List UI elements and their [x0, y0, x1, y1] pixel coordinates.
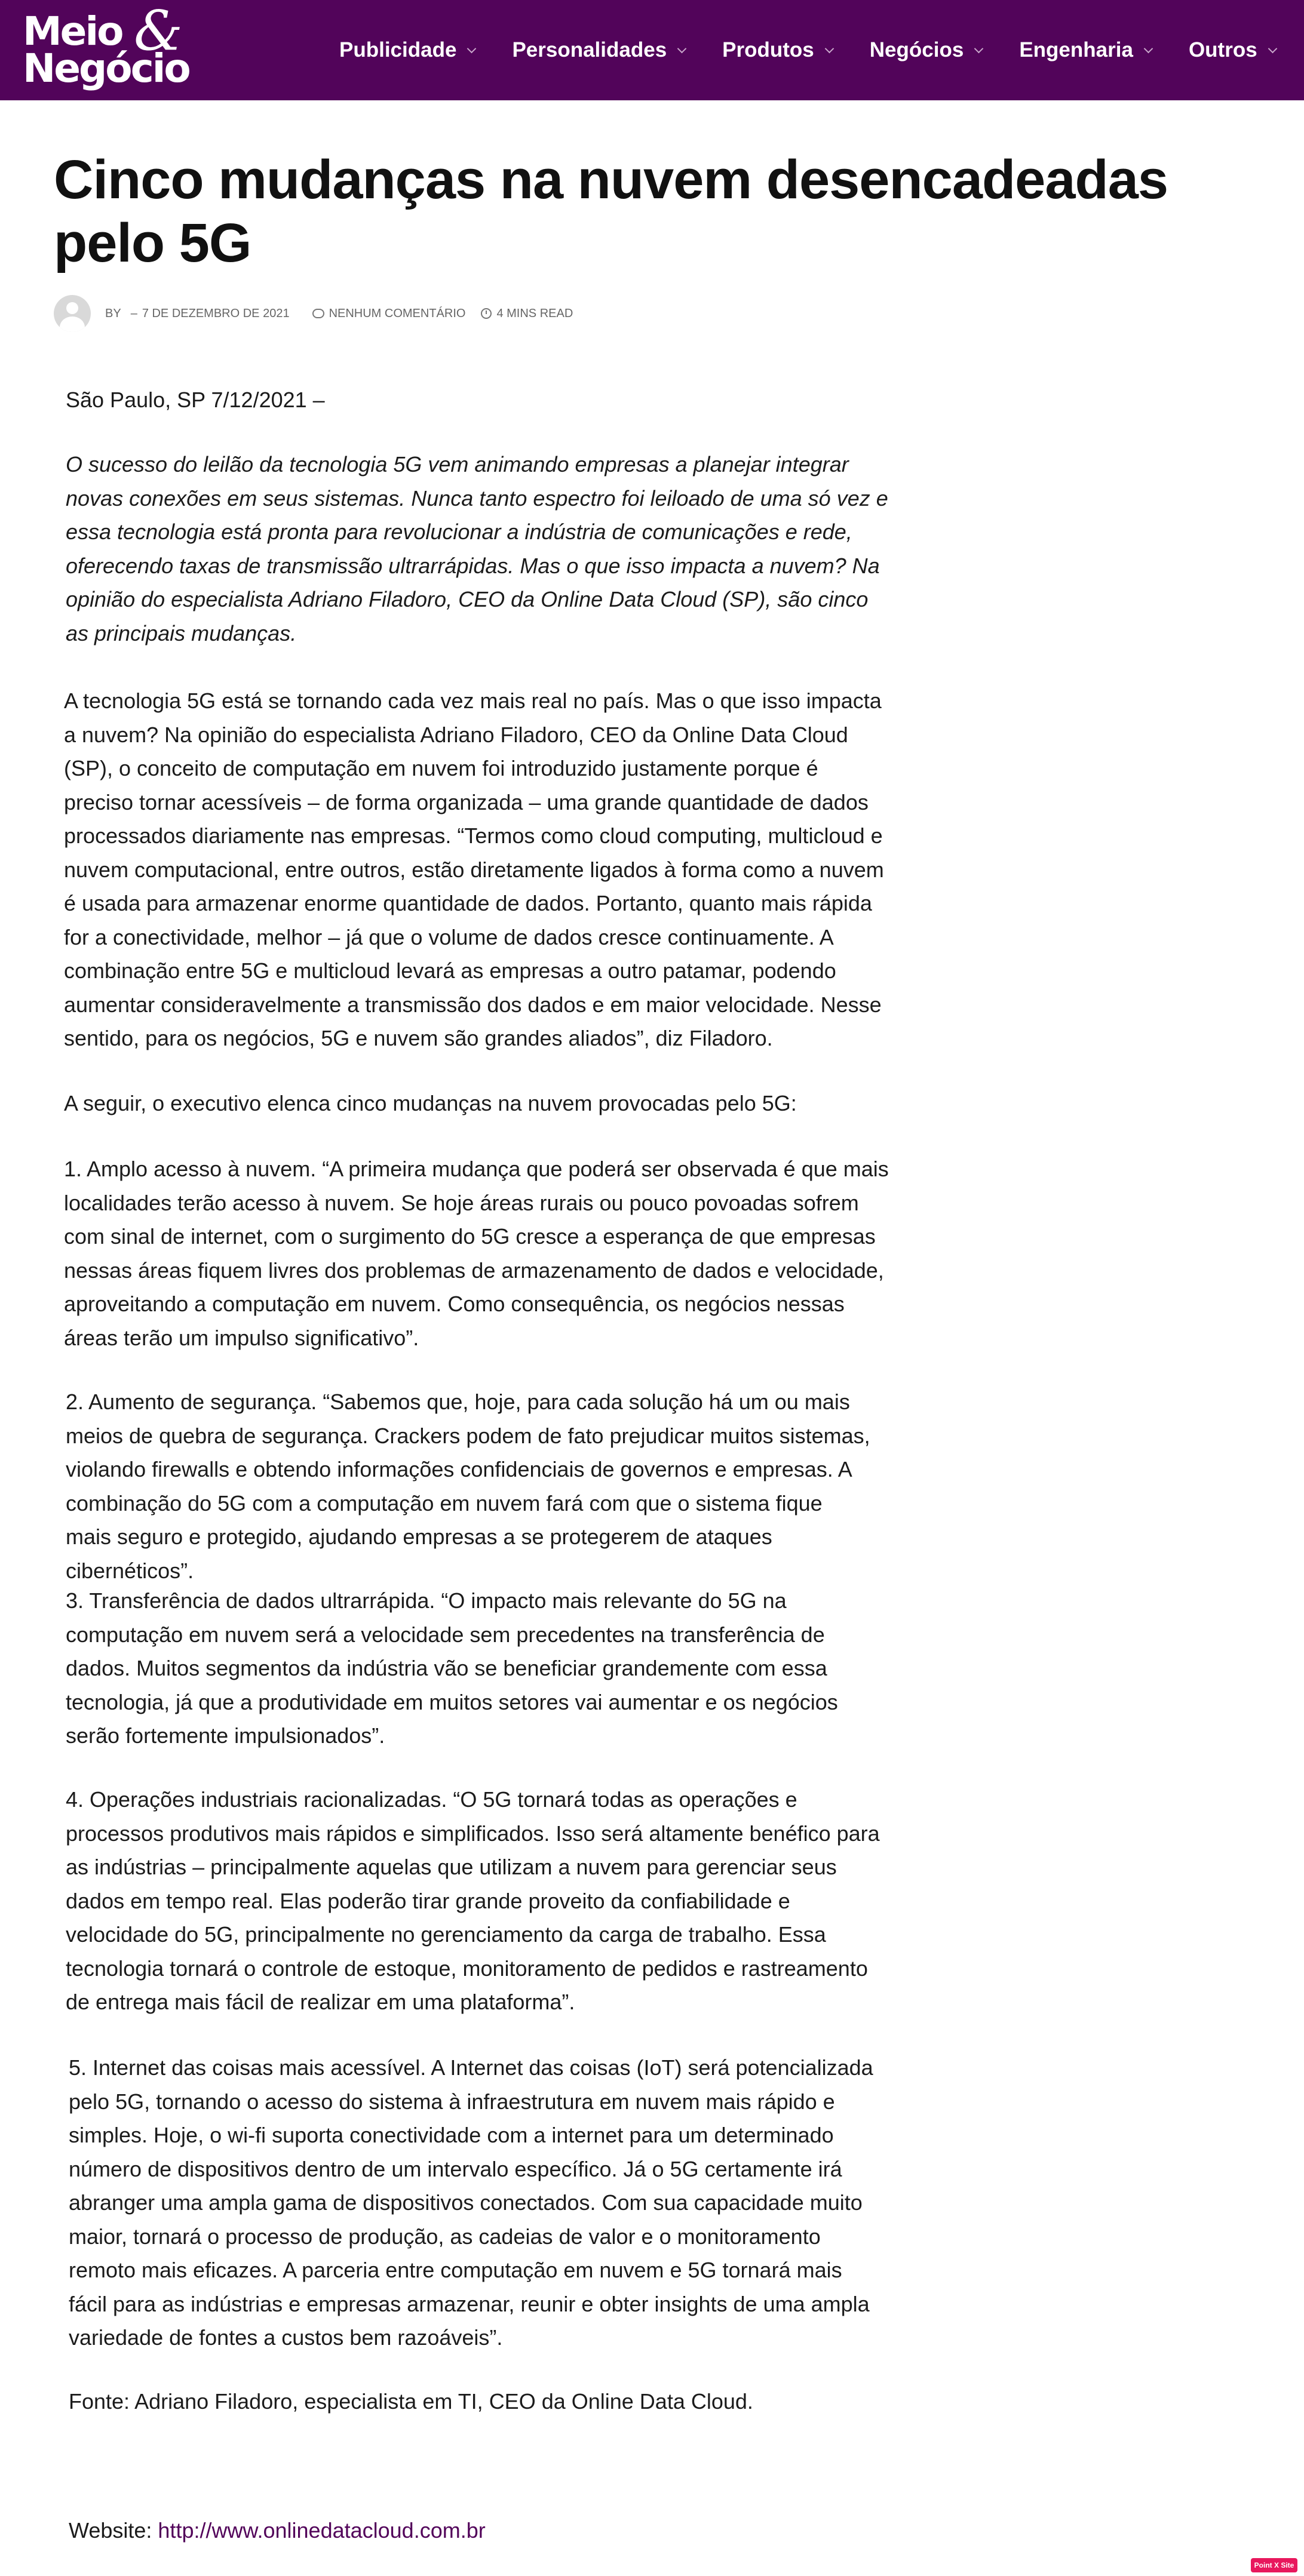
comments-link[interactable]: NENHUM COMENTÁRIO	[329, 306, 466, 320]
publish-date[interactable]: 7 DE DEZEMBRO DE 2021	[142, 306, 290, 320]
nav-item-outros[interactable]	[1189, 38, 1276, 62]
list-item-1: 1. Amplo acesso à nuvem. “A primeira mudança que poderá ser observada é que mais localidades terão acesso à nuvem. Se hoje áreas rurais ou pouco povoadas sofrem com sinal de internet, com o surgimento do 5G cresce a esperança de que empresas nessas áreas fiquem livres dos problemas de armazenamento de dados e velocidade, aproveitando a computação em nuvem. Como consequência, os negócios nessas áreas terão um impulso significativo”.	[64, 1157, 889, 1350]
website-label: Website:	[69, 2518, 152, 2543]
paragraph-intro: A tecnologia 5G está se tornando cada vez mais real no país. Mas o que isso impacta a nuvem? Na opinião do especialista Adriano Filadoro, CEO da Online Data Cloud (SP), o conceito de computação em nuvem foi introduzido justamente porque é preciso tornar acessíveis – de forma organizada – uma grande quantidade de dados processados diariamente nas empresas. “Termos como cloud computing, multicloud e nuvem computacional, entre outros, estão diretamente ligados à forma como a nuvem é usada para armazenar enorme quantidade de dados. Portanto, quanto mais rápida for a conectividade, melhor – já que o volume de dados cresce continuamente. A combinação entre 5G e multicloud levará as empresas a outro patamar, podendo aumentar consideravelmente a transmissão dos dados e em maior velocidade. Nesse sentido, para os negócios, 5G e nuvem são grandes aliados”, diz Filadoro.	[64, 688, 884, 1050]
clock-icon	[481, 308, 492, 319]
nav-item-engenharia[interactable]	[1019, 38, 1152, 62]
chevron-down-icon	[1268, 44, 1277, 53]
logo-text-top: Meio	[23, 8, 122, 54]
article-lead: O sucesso do leilão da tecnologia 5G vem animando empresas a planejar integrar novas conexões em seus sistemas. Nunca tanto espectro foi leiloado de uma só vez e essa tecnologia está pronta para revolucionar a indústria de comunicações e rede, oferecendo taxas de transmissão ultrarrápidas. Mas o que isso impacta a nuvem? Na opinião do especialista Adriano Filadoro, CEO da Online Data Cloud (SP), são cinco as principais mudanças.	[66, 452, 888, 645]
comment-icon	[312, 309, 324, 318]
article-title: Cinco mudanças na nuvem desencadeadas pelo 5G	[54, 149, 1168, 273]
nav-item-produtos[interactable]	[722, 38, 833, 62]
site-badge[interactable]: Point X Site	[1251, 2558, 1297, 2572]
list-item-4: 4. Operações industriais racionalizadas. “O 5G tornará todas as operações e processos produtivos mais rápidos e simplificados. Isso será altamente benéfico para as indústrias – principalmente aquelas que utilizam a nuvem para gerenciar seus dados em tempo real. Elas poderão tirar grande proveito da confiabilidade e velocidade do 5G, principalmente no gerenciamento da carga de trabalho. Essa tecnologia tornará o controle de estoque, monitoramento de pedidos e rastreamento de entrega mais fácil de realizar em uma plataforma”.	[66, 1787, 880, 2014]
chevron-down-icon	[974, 44, 984, 53]
nav-item-label: Negócios	[869, 38, 964, 62]
author-avatar[interactable]	[54, 295, 91, 332]
list-item-2: 2. Aumento de segurança. “Sabemos que, hoje, para cada solução há um ou mais meios de quebra de segurança. Crackers podem de fato prejudicar muitos sistemas, violando firewalls e obtendo informações confidenciais de governos e empresas. A combinação do 5G com a computação em nuvem fará com que o sistema fique mais seguro e protegido, ajudando empresas a se protegerem de ataques cibernéticos”.	[66, 1390, 870, 1583]
nav-item-publicidade[interactable]	[339, 38, 475, 62]
chevron-down-icon	[467, 44, 477, 53]
site-header	[0, 0, 1304, 100]
list-item-3: 3. Transferência de dados ultrarrápida. “O impacto mais relevante do 5G na computação em nuvem será a velocidade sem precedentes na transferência de dados. Muitos segmentos da indústria vão se beneficiar grandemente com essa tecnologia, já que a produtividade em muitos setores vai aumentar e os negócios serão fortemente impulsionados”.	[66, 1588, 838, 1748]
source-line: Fonte: Adriano Filadoro, especialista em TI, CEO da Online Data Cloud.	[69, 2389, 753, 2414]
site-logo[interactable]	[23, 0, 189, 92]
avatar-shoulders-shape	[60, 316, 85, 332]
logo-ampersand: &	[134, 0, 181, 63]
meta-separator: –	[130, 306, 137, 320]
author-by-label: BY	[105, 306, 121, 320]
website-line	[69, 2514, 905, 2548]
chevron-down-icon	[677, 44, 687, 53]
read-time: 4 MINS READ	[496, 306, 573, 320]
nav-item-label: Produtos	[722, 38, 814, 62]
website-link[interactable]: http://www.onlinedatacloud.com.br	[158, 2518, 486, 2543]
nav-item-personalidades[interactable]	[512, 38, 685, 62]
dateline: São Paulo, SP 7/12/2021 –	[66, 388, 325, 412]
nav-item-label: Outros	[1188, 38, 1257, 62]
logo-text-bottom: Negócio	[23, 45, 189, 91]
nav-item-negocios[interactable]	[870, 38, 983, 62]
chevron-down-icon	[825, 44, 834, 53]
main-nav	[339, 0, 1304, 100]
nav-item-label: Personalidades	[512, 38, 667, 62]
nav-item-label: Engenharia	[1019, 38, 1133, 62]
nav-item-label: Publicidade	[339, 38, 457, 62]
article-meta	[54, 294, 573, 333]
paragraph-list-intro: A seguir, o executivo elenca cinco mudanças na nuvem provocadas pelo 5G:	[64, 1091, 797, 1115]
chevron-down-icon	[1144, 44, 1153, 53]
list-item-5: 5. Internet das coisas mais acessível. A Internet das coisas (IoT) será potencializada pelo 5G, tornando o acesso do sistema à infraestrutura em nuvem mais rápido e simples. Hoje, o wi-fi suporta conectividade com a internet para um determinado número de dispositivos dentro de um intervalo específico. Já o 5G certamente irá abranger uma ampla gama de dispositivos conectados. Com sua capacidade muito maior, tornará o processo de produção, as cadeias de valor e o monitoramento remoto mais eficazes. A parceria entre computação em nuvem e 5G tornará mais fácil para as indústrias e empresas armazenar, reunir e obter insights de uma ampla variedade de fontes a custos bem razoáveis”.	[69, 2055, 873, 2350]
avatar-head-shape	[66, 302, 78, 314]
